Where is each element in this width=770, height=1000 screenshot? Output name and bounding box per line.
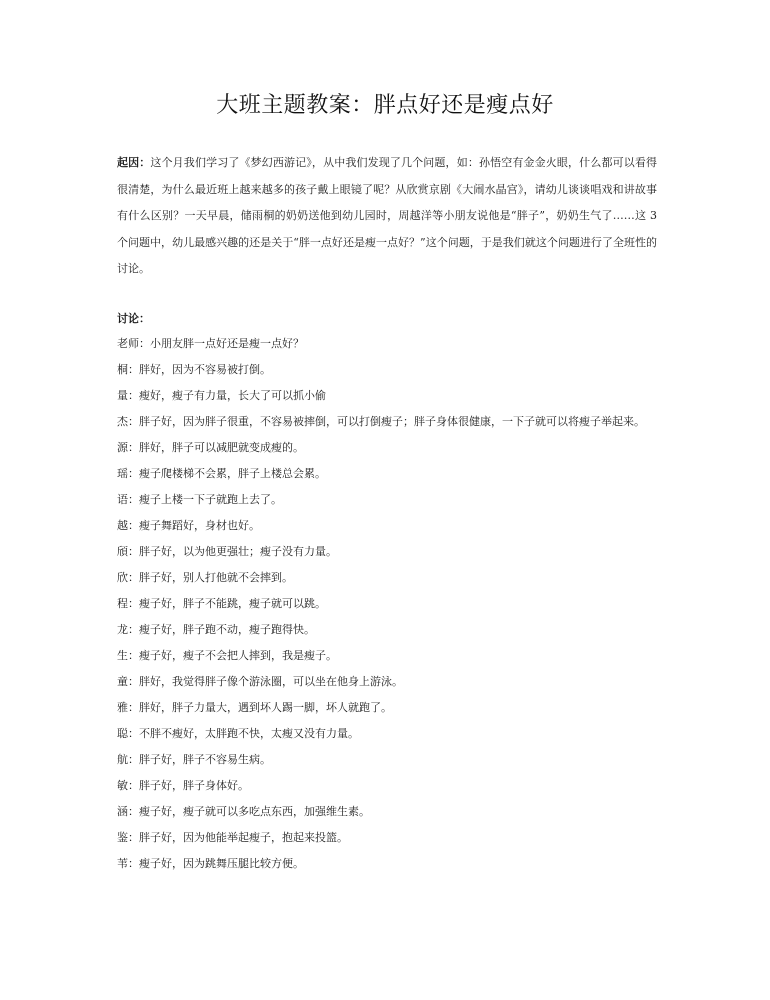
dialogue-line: 桐：胖好，因为不容易被打倒。 [117,363,271,376]
document-title: 大班主题教案：胖点好还是瘦点好 [216,93,554,118]
dialogue-line: 杰：胖子好，因为胖子很重，不容易被摔倒，可以打倒瘦子；胖子身体很健康，一下子就可以将瘦子举起来。 [117,415,645,428]
intro-text: 这个月我们学习了《梦幻西游记》，从中我们发现了几个问题，如：孙悟空有金金火眼，什么都可以看得很清楚，为什么最近班上越来越多的孩子戴上眼镜了呢？从欣赏京剧《大闹水晶宫》，请幼儿谈谈唱戏和讲故事有什么区别？一天早晨，储雨桐的奶奶送他到幼儿园时，周越洋等小朋友说他是“胖子”，奶奶生气了……这 3 个问题中，幼儿最感兴趣的还是关于“胖一点好还是瘦一点好？”这个问题，于是我们就这个问题进行了全班性的讨论。 [117,156,657,275]
intro-paragraph [117,150,657,283]
dialogue-line: 頎：胖子好，以为他更强壮；瘦子没有力量。 [117,545,337,558]
discussion-heading: 讨论： [117,312,150,325]
dialogue-line: 欣：胖子好，别人打他就不会摔到。 [117,571,293,584]
dialogue-line: 鉴：胖子好，因为他能举起瘦子，抱起来投篮。 [117,831,348,844]
dialogue-line: 苇：瘦子好，因为跳舞压腿比较方便。 [117,857,304,870]
dialogue-line: 聪：不胖不瘦好，太胖跑不快，太瘦又没有力量。 [117,727,359,740]
dialogue-line: 程：瘦子好，胖子不能跳，瘦子就可以跳。 [117,597,326,610]
intro-label: 起因： [117,156,151,169]
dialogue-line: 涵：瘦子好，瘦子就可以多吃点东西，加强维生素。 [117,805,370,818]
dialogue-list [117,331,657,877]
dialogue-line: 龙：瘦子好，胖子跑不动，瘦子跑得快。 [117,623,315,636]
dialogue-line: 量：瘦好，瘦子有力量，长大了可以抓小偷 [117,389,326,402]
dialogue-line: 敏：胖子好，胖子身体好。 [117,779,249,792]
dialogue-line: 雅：胖好，胖子力量大，遇到坏人踢一脚，坏人就跑了。 [117,701,392,714]
dialogue-line: 源：胖好，胖子可以减肥就变成瘦的。 [117,441,304,454]
dialogue-line: 生：瘦子好，瘦子不会把人摔到，我是瘦子。 [117,649,337,662]
dialogue-line: 越：瘦子舞蹈好，身材也好。 [117,519,260,532]
dialogue-line: 航：胖子好，胖子不容易生病。 [117,753,271,766]
dialogue-line: 老师：小朋友胖一点好还是瘦一点好？ [117,337,304,350]
dialogue-line: 语：瘦子上楼一下子就跑上去了。 [117,493,282,506]
dialogue-line: 童：胖好，我觉得胖子像个游泳圈，可以坐在他身上游泳。 [117,675,403,688]
dialogue-line: 瑶：瘦子爬楼梯不会累，胖子上楼总会累。 [117,467,326,480]
